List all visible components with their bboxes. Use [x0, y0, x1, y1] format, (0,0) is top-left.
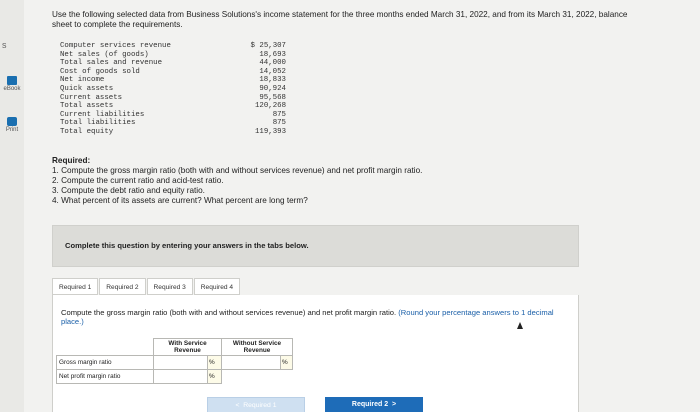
gross-margin-without-input[interactable]	[222, 356, 281, 370]
sidebar-top-text: s	[2, 40, 7, 50]
book-icon	[7, 76, 17, 85]
next-button[interactable]: Required 2 >	[325, 397, 423, 412]
col-with-service: With Service Revenue	[154, 339, 222, 356]
prev-button[interactable]: < Required 1	[207, 397, 305, 412]
table-row: Cost of goods sold 14,052	[60, 67, 286, 76]
instruction-panel	[52, 225, 579, 267]
pct-sign: %	[208, 370, 222, 384]
requirement-tabs	[52, 278, 241, 295]
list-item: 3. Compute the debt ratio and equity ratio.	[52, 186, 205, 195]
gross-margin-with-input[interactable]	[154, 356, 208, 370]
net-profit-margin-input[interactable]	[154, 370, 208, 384]
row-label: Gross margin ratio	[57, 356, 154, 370]
table-row: Current assets 95,568	[60, 93, 286, 102]
table-row: Total assets 120,268	[60, 102, 286, 111]
pct-sign: %	[281, 356, 293, 370]
table-row: Net sales (of goods) 18,693	[60, 50, 286, 59]
tab-required-4[interactable]: Required 4	[194, 278, 240, 295]
sidebar-item-ebook[interactable]	[0, 76, 24, 92]
print-icon	[7, 117, 17, 126]
list-item: 4. What percent of its assets are current? What percent are long term?	[52, 196, 308, 205]
table-row: Net income 18,833	[60, 76, 286, 85]
row-label: Net profit margin ratio	[57, 370, 154, 384]
answer-table	[56, 338, 293, 384]
list-item: 2. Compute the current ratio and acid-test ratio.	[52, 176, 224, 185]
requirements-list	[52, 156, 422, 206]
tab-required-2[interactable]: Required 2	[99, 278, 145, 295]
question-intro: Use the following selected data from Business Solutions's income statement for the three months ended March 31, 2022, and from its March 31, 2022, balance sheet to complete the requirements.	[52, 10, 628, 29]
table-row: Quick assets 90,924	[60, 84, 286, 93]
left-sidebar	[0, 0, 24, 412]
pct-sign: %	[208, 356, 222, 370]
financial-data-table	[60, 42, 286, 137]
tab-content	[52, 295, 579, 412]
table-row	[57, 370, 293, 384]
table-row: Total liabilities 875	[60, 119, 286, 128]
sidebar-item-print[interactable]	[0, 117, 24, 133]
tab-required-1[interactable]: Required 1	[52, 278, 98, 295]
question-area	[52, 10, 682, 409]
table-row: Total equity 119,393	[60, 127, 286, 136]
tab-instruction: Compute the gross margin ratio (both with and without services revenue) and net profit margin ratio. (Round your percentage answers to 1 decimal place.)	[61, 308, 554, 326]
table-row: Computer services revenue $ 25,307	[60, 42, 286, 50]
table-row: Total sales and revenue 44,000	[60, 59, 286, 68]
panel-text: Complete this question by entering your answers in the tabs below.	[65, 241, 309, 250]
requirements-heading: Required:	[52, 156, 91, 165]
table-row	[57, 356, 293, 370]
mouse-cursor-icon	[517, 322, 523, 329]
rounding-note: (Round your percentage answers to 1 decimal place.)	[61, 308, 554, 326]
table-row: Current liabilities 875	[60, 110, 286, 119]
list-item: 1. Compute the gross margin ratio (both with and without services revenue) and net profit margin ratio.	[52, 166, 423, 175]
sidebar-item-label: eBook	[3, 86, 21, 92]
tab-required-3[interactable]: Required 3	[147, 278, 193, 295]
sidebar-item-label: Print	[5, 127, 19, 133]
col-without-service: Without Service Revenue	[222, 339, 293, 356]
